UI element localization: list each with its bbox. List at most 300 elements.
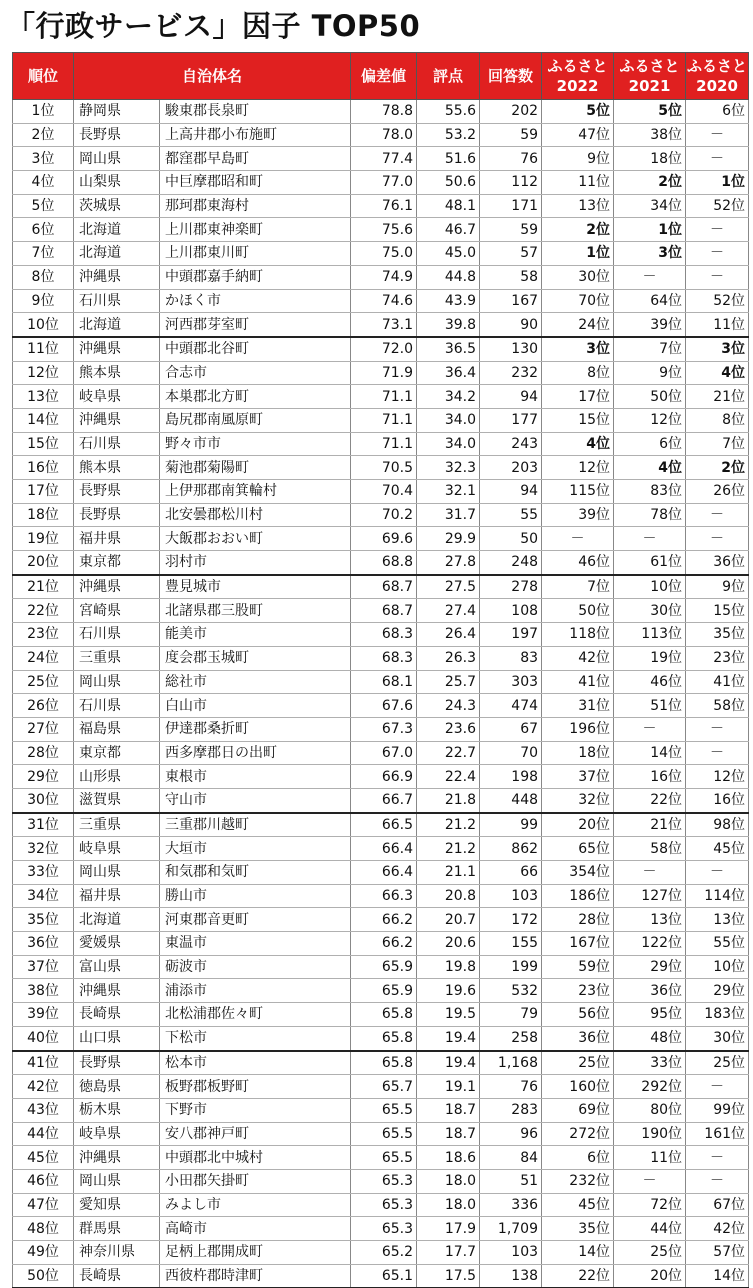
cell-furusato-2022: 9位 xyxy=(542,147,614,171)
cell-furusato-2020: 25位 xyxy=(686,1051,749,1075)
table-row xyxy=(13,147,749,171)
cell-furusato-2022: 59位 xyxy=(542,955,614,979)
table-row xyxy=(13,932,749,956)
cell-furusato-2021: － xyxy=(614,717,686,741)
cell-responses: 243 xyxy=(480,432,542,456)
cell-municipality: 西多摩郡日の出町 xyxy=(160,741,351,765)
cell-furusato-2021: 2位 xyxy=(614,171,686,195)
table-row xyxy=(13,717,749,741)
cell-prefecture: 愛知県 xyxy=(74,1193,160,1217)
cell-municipality: 河西郡芽室町 xyxy=(160,313,351,337)
cell-responses: 83 xyxy=(480,646,542,670)
cell-furusato-2022: 25位 xyxy=(542,1051,614,1075)
cell-rank: 15位 xyxy=(13,432,74,456)
cell-score: 32.1 xyxy=(417,480,480,504)
cell-furusato-2022: 31位 xyxy=(542,694,614,718)
cell-furusato-2022: 45位 xyxy=(542,1193,614,1217)
cell-responses: 138 xyxy=(480,1264,542,1288)
cell-score: 18.7 xyxy=(417,1122,480,1146)
table-row xyxy=(13,955,749,979)
cell-furusato-2022: 2位 xyxy=(542,218,614,242)
page-title: 「行政サービス」因子 TOP50 xyxy=(6,9,421,43)
cell-score: 18.6 xyxy=(417,1146,480,1170)
cell-furusato-2021: 95位 xyxy=(614,1003,686,1027)
header-responses: 回答数 xyxy=(480,53,542,100)
cell-responses: 112 xyxy=(480,171,542,195)
cell-responses: 57 xyxy=(480,242,542,266)
table-row xyxy=(13,123,749,147)
cell-score: 17.5 xyxy=(417,1264,480,1288)
cell-prefecture: 福島県 xyxy=(74,717,160,741)
cell-prefecture: 長野県 xyxy=(74,1051,160,1075)
cell-prefecture: 東京都 xyxy=(74,741,160,765)
cell-deviation: 78.8 xyxy=(351,100,417,124)
cell-municipality: 都窪郡早島町 xyxy=(160,147,351,171)
table-row xyxy=(13,1169,749,1193)
cell-responses: 248 xyxy=(480,551,542,575)
cell-furusato-2021: 14位 xyxy=(614,741,686,765)
cell-responses: 130 xyxy=(480,337,542,361)
cell-furusato-2020: 6位 xyxy=(686,100,749,124)
cell-furusato-2021: 12位 xyxy=(614,408,686,432)
cell-furusato-2021: 61位 xyxy=(614,551,686,575)
cell-rank: 48位 xyxy=(13,1217,74,1241)
cell-score: 44.8 xyxy=(417,265,480,289)
cell-municipality: 東温市 xyxy=(160,932,351,956)
cell-municipality: 砺波市 xyxy=(160,955,351,979)
table-row xyxy=(13,408,749,432)
cell-furusato-2020: 36位 xyxy=(686,551,749,575)
cell-municipality: 足柄上郡開成町 xyxy=(160,1241,351,1265)
table-row xyxy=(13,171,749,195)
cell-prefecture: 山口県 xyxy=(74,1026,160,1050)
cell-furusato-2022: 70位 xyxy=(542,289,614,313)
cell-responses: 76 xyxy=(480,1075,542,1099)
cell-furusato-2022: 69位 xyxy=(542,1098,614,1122)
cell-furusato-2022: 160位 xyxy=(542,1075,614,1099)
cell-rank: 38位 xyxy=(13,979,74,1003)
cell-furusato-2020: － xyxy=(686,1075,749,1099)
table-row xyxy=(13,837,749,861)
cell-deviation: 74.6 xyxy=(351,289,417,313)
cell-furusato-2021: 30位 xyxy=(614,599,686,623)
cell-furusato-2020: 13位 xyxy=(686,908,749,932)
cell-rank: 41位 xyxy=(13,1051,74,1075)
cell-responses: 51 xyxy=(480,1169,542,1193)
table-row xyxy=(13,385,749,409)
cell-responses: 155 xyxy=(480,932,542,956)
cell-furusato-2021: 78位 xyxy=(614,503,686,527)
cell-deviation: 66.5 xyxy=(351,813,417,837)
table-row xyxy=(13,480,749,504)
cell-rank: 43位 xyxy=(13,1098,74,1122)
cell-prefecture: 石川県 xyxy=(74,694,160,718)
cell-rank: 13位 xyxy=(13,385,74,409)
cell-furusato-2021: 7位 xyxy=(614,337,686,361)
cell-deviation: 68.7 xyxy=(351,599,417,623)
cell-rank: 49位 xyxy=(13,1241,74,1265)
cell-deviation: 76.1 xyxy=(351,194,417,218)
cell-deviation: 69.6 xyxy=(351,527,417,551)
cell-prefecture: 福井県 xyxy=(74,884,160,908)
cell-rank: 17位 xyxy=(13,480,74,504)
cell-municipality: 河東郡音更町 xyxy=(160,908,351,932)
cell-prefecture: 滋賀県 xyxy=(74,788,160,812)
cell-municipality: 上川郡東神楽町 xyxy=(160,218,351,242)
cell-furusato-2020: 16位 xyxy=(686,788,749,812)
cell-municipality: 羽村市 xyxy=(160,551,351,575)
cell-furusato-2021: 292位 xyxy=(614,1075,686,1099)
cell-score: 22.4 xyxy=(417,765,480,789)
cell-prefecture: 石川県 xyxy=(74,289,160,313)
cell-furusato-2022: 13位 xyxy=(542,194,614,218)
cell-municipality: 合志市 xyxy=(160,361,351,385)
cell-furusato-2022: 18位 xyxy=(542,741,614,765)
cell-furusato-2021: 21位 xyxy=(614,813,686,837)
table-header-row xyxy=(13,53,749,100)
table-row xyxy=(13,1217,749,1241)
cell-rank: 34位 xyxy=(13,884,74,908)
cell-municipality: 勝山市 xyxy=(160,884,351,908)
table-row xyxy=(13,599,749,623)
cell-prefecture: 長崎県 xyxy=(74,1003,160,1027)
cell-deviation: 75.0 xyxy=(351,242,417,266)
table-row xyxy=(13,694,749,718)
table-row xyxy=(13,194,749,218)
cell-furusato-2022: 232位 xyxy=(542,1169,614,1193)
cell-furusato-2020: － xyxy=(686,741,749,765)
cell-prefecture: 熊本県 xyxy=(74,361,160,385)
cell-furusato-2021: 33位 xyxy=(614,1051,686,1075)
cell-furusato-2021: 51位 xyxy=(614,694,686,718)
cell-municipality: 西彼杵郡時津町 xyxy=(160,1264,351,1288)
cell-furusato-2021: 39位 xyxy=(614,313,686,337)
cell-furusato-2020: － xyxy=(686,1146,749,1170)
cell-furusato-2021: － xyxy=(614,265,686,289)
cell-prefecture: 沖縄県 xyxy=(74,1146,160,1170)
cell-prefecture: 茨城県 xyxy=(74,194,160,218)
cell-prefecture: 東京都 xyxy=(74,551,160,575)
cell-deviation: 71.1 xyxy=(351,385,417,409)
cell-furusato-2021: 34位 xyxy=(614,194,686,218)
cell-municipality: 三重郡川越町 xyxy=(160,813,351,837)
cell-furusato-2021: － xyxy=(614,1169,686,1193)
cell-score: 50.6 xyxy=(417,171,480,195)
cell-rank: 42位 xyxy=(13,1075,74,1099)
cell-municipality: 上伊那郡南箕輪村 xyxy=(160,480,351,504)
table-row xyxy=(13,1241,749,1265)
cell-prefecture: 岐阜県 xyxy=(74,385,160,409)
cell-furusato-2021: 127位 xyxy=(614,884,686,908)
cell-deviation: 65.2 xyxy=(351,1241,417,1265)
cell-score: 32.3 xyxy=(417,456,480,480)
header-rank: 順位 xyxy=(13,53,74,100)
cell-furusato-2020: 2位 xyxy=(686,456,749,480)
cell-deviation: 65.3 xyxy=(351,1217,417,1241)
cell-rank: 21位 xyxy=(13,575,74,599)
cell-furusato-2020: 52位 xyxy=(686,289,749,313)
cell-furusato-2022: 6位 xyxy=(542,1146,614,1170)
cell-furusato-2021: 9位 xyxy=(614,361,686,385)
cell-score: 21.2 xyxy=(417,837,480,861)
cell-score: 51.6 xyxy=(417,147,480,171)
cell-deviation: 66.4 xyxy=(351,861,417,885)
cell-rank: 2位 xyxy=(13,123,74,147)
cell-furusato-2022: 118位 xyxy=(542,623,614,647)
cell-furusato-2020: 41位 xyxy=(686,670,749,694)
cell-deviation: 65.3 xyxy=(351,1193,417,1217)
cell-prefecture: 岐阜県 xyxy=(74,1122,160,1146)
cell-deviation: 66.3 xyxy=(351,884,417,908)
cell-furusato-2021: 48位 xyxy=(614,1026,686,1050)
cell-prefecture: 沖縄県 xyxy=(74,575,160,599)
table-row xyxy=(13,1026,749,1050)
cell-furusato-2020: 55位 xyxy=(686,932,749,956)
cell-deviation: 74.9 xyxy=(351,265,417,289)
cell-prefecture: 沖縄県 xyxy=(74,408,160,432)
cell-furusato-2021: － xyxy=(614,527,686,551)
cell-furusato-2021: 38位 xyxy=(614,123,686,147)
cell-furusato-2021: 64位 xyxy=(614,289,686,313)
cell-responses: 59 xyxy=(480,123,542,147)
cell-responses: 103 xyxy=(480,1241,542,1265)
cell-furusato-2020: － xyxy=(686,527,749,551)
cell-responses: 532 xyxy=(480,979,542,1003)
cell-prefecture: 栃木県 xyxy=(74,1098,160,1122)
cell-score: 26.3 xyxy=(417,646,480,670)
header-furusato-label: ふるさと xyxy=(687,57,748,75)
cell-furusato-2020: － xyxy=(686,503,749,527)
cell-furusato-2022: 11位 xyxy=(542,171,614,195)
cell-furusato-2020: 1位 xyxy=(686,171,749,195)
table-row xyxy=(13,100,749,124)
header-year: 2022 xyxy=(556,77,599,95)
cell-furusato-2022: 272位 xyxy=(542,1122,614,1146)
cell-municipality: 浦添市 xyxy=(160,979,351,1003)
header-furusato-label: ふるさと xyxy=(619,57,680,75)
cell-deviation: 65.1 xyxy=(351,1264,417,1288)
cell-responses: 76 xyxy=(480,147,542,171)
cell-municipality: 高崎市 xyxy=(160,1217,351,1241)
cell-furusato-2020: 161位 xyxy=(686,1122,749,1146)
table-row xyxy=(13,979,749,1003)
cell-municipality: 松本市 xyxy=(160,1051,351,1075)
cell-municipality: 菊池郡菊陽町 xyxy=(160,456,351,480)
ranking-table xyxy=(12,52,749,1288)
cell-responses: 197 xyxy=(480,623,542,647)
header-year: 2021 xyxy=(628,77,671,95)
cell-furusato-2022: 24位 xyxy=(542,313,614,337)
table-row xyxy=(13,337,749,361)
cell-furusato-2020: 52位 xyxy=(686,194,749,218)
cell-deviation: 71.9 xyxy=(351,361,417,385)
cell-deviation: 67.3 xyxy=(351,717,417,741)
cell-score: 43.9 xyxy=(417,289,480,313)
cell-furusato-2020: － xyxy=(686,147,749,171)
cell-score: 27.4 xyxy=(417,599,480,623)
cell-municipality: 安八郡神戸町 xyxy=(160,1122,351,1146)
cell-furusato-2020: 3位 xyxy=(686,337,749,361)
cell-score: 36.5 xyxy=(417,337,480,361)
cell-furusato-2022: 14位 xyxy=(542,1241,614,1265)
cell-furusato-2022: 35位 xyxy=(542,1217,614,1241)
cell-deviation: 66.4 xyxy=(351,837,417,861)
table-row xyxy=(13,813,749,837)
cell-score: 19.4 xyxy=(417,1051,480,1075)
cell-score: 20.6 xyxy=(417,932,480,956)
cell-deviation: 65.9 xyxy=(351,955,417,979)
cell-municipality: 中頭郡北中城村 xyxy=(160,1146,351,1170)
cell-furusato-2021: － xyxy=(614,861,686,885)
cell-furusato-2022: 3位 xyxy=(542,337,614,361)
cell-prefecture: 群馬県 xyxy=(74,1217,160,1241)
cell-prefecture: 長野県 xyxy=(74,480,160,504)
cell-furusato-2022: 8位 xyxy=(542,361,614,385)
cell-furusato-2020: 67位 xyxy=(686,1193,749,1217)
header-deviation: 偏差値 xyxy=(351,53,417,100)
table-row xyxy=(13,575,749,599)
cell-rank: 44位 xyxy=(13,1122,74,1146)
cell-responses: 99 xyxy=(480,813,542,837)
cell-rank: 30位 xyxy=(13,788,74,812)
cell-score: 18.0 xyxy=(417,1193,480,1217)
cell-furusato-2022: 28位 xyxy=(542,908,614,932)
cell-furusato-2021: 20位 xyxy=(614,1264,686,1288)
cell-responses: 94 xyxy=(480,385,542,409)
cell-furusato-2022: 186位 xyxy=(542,884,614,908)
cell-rank: 27位 xyxy=(13,717,74,741)
table-row xyxy=(13,1264,749,1288)
cell-score: 31.7 xyxy=(417,503,480,527)
cell-furusato-2022: 22位 xyxy=(542,1264,614,1288)
cell-furusato-2022: 4位 xyxy=(542,432,614,456)
cell-municipality: 小田郡矢掛町 xyxy=(160,1169,351,1193)
cell-prefecture: 岐阜県 xyxy=(74,837,160,861)
table-row xyxy=(13,361,749,385)
cell-score: 26.4 xyxy=(417,623,480,647)
cell-municipality: 守山市 xyxy=(160,788,351,812)
cell-deviation: 73.1 xyxy=(351,313,417,337)
cell-rank: 28位 xyxy=(13,741,74,765)
cell-furusato-2022: 196位 xyxy=(542,717,614,741)
cell-score: 21.1 xyxy=(417,861,480,885)
cell-deviation: 65.5 xyxy=(351,1146,417,1170)
cell-municipality: 北諸県郡三股町 xyxy=(160,599,351,623)
cell-furusato-2020: 58位 xyxy=(686,694,749,718)
table-row xyxy=(13,1193,749,1217)
cell-rank: 19位 xyxy=(13,527,74,551)
cell-rank: 25位 xyxy=(13,670,74,694)
cell-deviation: 66.2 xyxy=(351,908,417,932)
cell-furusato-2020: 15位 xyxy=(686,599,749,623)
cell-municipality: 野々市市 xyxy=(160,432,351,456)
cell-responses: 303 xyxy=(480,670,542,694)
cell-score: 19.5 xyxy=(417,1003,480,1027)
cell-prefecture: 沖縄県 xyxy=(74,265,160,289)
cell-furusato-2022: 42位 xyxy=(542,646,614,670)
cell-responses: 862 xyxy=(480,837,542,861)
cell-responses: 258 xyxy=(480,1026,542,1050)
header-furusato-label: ふるさと xyxy=(547,57,608,75)
cell-municipality: 下松市 xyxy=(160,1026,351,1050)
cell-furusato-2021: 122位 xyxy=(614,932,686,956)
cell-rank: 31位 xyxy=(13,813,74,837)
cell-rank: 32位 xyxy=(13,837,74,861)
cell-furusato-2021: 6位 xyxy=(614,432,686,456)
cell-furusato-2022: 167位 xyxy=(542,932,614,956)
cell-responses: 50 xyxy=(480,527,542,551)
cell-municipality: 本巣郡北方町 xyxy=(160,385,351,409)
cell-score: 27.8 xyxy=(417,551,480,575)
cell-score: 27.5 xyxy=(417,575,480,599)
cell-furusato-2020: － xyxy=(686,123,749,147)
cell-furusato-2022: 50位 xyxy=(542,599,614,623)
cell-furusato-2022: 7位 xyxy=(542,575,614,599)
cell-prefecture: 沖縄県 xyxy=(74,337,160,361)
cell-furusato-2021: 5位 xyxy=(614,100,686,124)
cell-furusato-2022: 41位 xyxy=(542,670,614,694)
cell-furusato-2022: － xyxy=(542,527,614,551)
cell-municipality: 能美市 xyxy=(160,623,351,647)
cell-deviation: 68.3 xyxy=(351,646,417,670)
cell-prefecture: 神奈川県 xyxy=(74,1241,160,1265)
cell-municipality: 下野市 xyxy=(160,1098,351,1122)
cell-prefecture: 熊本県 xyxy=(74,456,160,480)
cell-deviation: 68.3 xyxy=(351,623,417,647)
cell-responses: 202 xyxy=(480,100,542,124)
cell-furusato-2020: 30位 xyxy=(686,1026,749,1050)
cell-furusato-2021: 72位 xyxy=(614,1193,686,1217)
cell-municipality: 東根市 xyxy=(160,765,351,789)
cell-responses: 1,168 xyxy=(480,1051,542,1075)
cell-responses: 203 xyxy=(480,456,542,480)
cell-rank: 29位 xyxy=(13,765,74,789)
cell-deviation: 68.1 xyxy=(351,670,417,694)
cell-responses: 66 xyxy=(480,861,542,885)
cell-prefecture: 長野県 xyxy=(74,503,160,527)
cell-rank: 5位 xyxy=(13,194,74,218)
cell-responses: 278 xyxy=(480,575,542,599)
cell-prefecture: 山梨県 xyxy=(74,171,160,195)
cell-responses: 94 xyxy=(480,480,542,504)
cell-rank: 36位 xyxy=(13,932,74,956)
cell-score: 17.7 xyxy=(417,1241,480,1265)
cell-rank: 3位 xyxy=(13,147,74,171)
cell-deviation: 72.0 xyxy=(351,337,417,361)
cell-rank: 50位 xyxy=(13,1264,74,1288)
cell-score: 18.7 xyxy=(417,1098,480,1122)
cell-score: 20.8 xyxy=(417,884,480,908)
cell-responses: 198 xyxy=(480,765,542,789)
cell-furusato-2021: 29位 xyxy=(614,955,686,979)
cell-furusato-2022: 12位 xyxy=(542,456,614,480)
table-row xyxy=(13,670,749,694)
cell-furusato-2020: 21位 xyxy=(686,385,749,409)
cell-furusato-2021: 18位 xyxy=(614,147,686,171)
table-row xyxy=(13,1098,749,1122)
cell-deviation: 78.0 xyxy=(351,123,417,147)
cell-furusato-2021: 58位 xyxy=(614,837,686,861)
header-year: 2020 xyxy=(696,77,738,95)
cell-deviation: 70.5 xyxy=(351,456,417,480)
cell-score: 34.0 xyxy=(417,408,480,432)
cell-score: 19.4 xyxy=(417,1026,480,1050)
cell-score: 34.2 xyxy=(417,385,480,409)
cell-deviation: 65.8 xyxy=(351,1003,417,1027)
cell-prefecture: 沖縄県 xyxy=(74,979,160,1003)
cell-furusato-2020: － xyxy=(686,861,749,885)
cell-furusato-2022: 115位 xyxy=(542,480,614,504)
